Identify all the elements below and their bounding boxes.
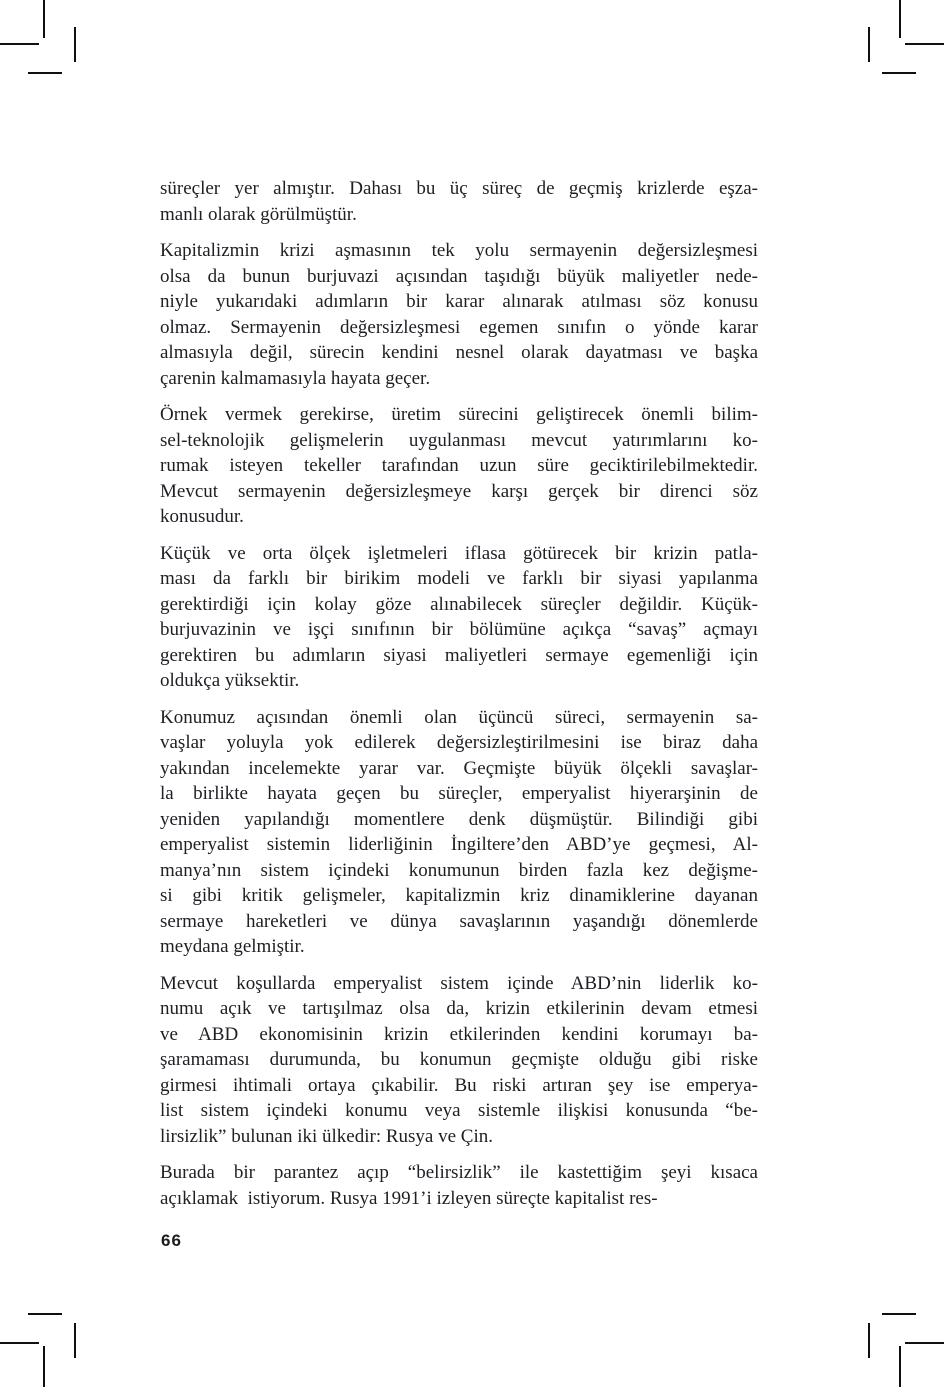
text-line: sel-teknolojik gelişmelerin uygulanması mevcut yatırımlarını ko- bbox=[160, 429, 758, 451]
crop-mark-vertical-outer bbox=[899, 1346, 901, 1387]
text-line: almasıyla değil, sürecin kendini nesnel olarak dayatması ve başka bbox=[160, 342, 758, 363]
paragraph bbox=[160, 971, 758, 1150]
crop-mark-horizontal-inner bbox=[882, 72, 916, 74]
page-number: 66 bbox=[161, 1231, 182, 1250]
text-line: numu açık ve tartışılmaz olsa da, krizin etkilerinin devam etmesi bbox=[160, 998, 758, 1019]
crop-mark-vertical-inner bbox=[868, 1323, 870, 1358]
text-line: la birlikte hayata geçen bu süreçler, emperyalist hiyerarşinin de bbox=[160, 783, 758, 804]
paragraph bbox=[160, 1160, 758, 1211]
crop-mark-vertical-inner bbox=[74, 1323, 76, 1358]
text-line: Mevcut koşullarda emperyalist sistem içinde ABD’nin liderlik ko- bbox=[160, 972, 758, 994]
paragraph bbox=[160, 541, 758, 694]
text-line: emperyalist sistemin liderliğinin İngiltere’den ABD’ye geçmesi, Al- bbox=[160, 834, 758, 855]
text-line: list sistem içindeki konumu veya sistemle ilişkisi konusunda “be- bbox=[160, 1100, 758, 1121]
text-line: yeniden yapılandığı momentlere denk düşmüştür. Bilindiği gibi bbox=[160, 808, 758, 830]
text-line: Kapitalizmin krizi aşmasının tek yolu sermayenin değersizleşmesi bbox=[160, 240, 758, 261]
text-line: olsa da bunun burjuvazi açısından taşıdığı büyük maliyetler nede- bbox=[160, 265, 758, 287]
crop-mark-vertical-outer bbox=[43, 1346, 45, 1387]
text-line: olmaz. Sermayenin değersizleşmesi egemen sınıfın o yönde karar bbox=[160, 316, 758, 338]
text-line: meydana gelmiştir. bbox=[160, 936, 305, 957]
paragraph bbox=[160, 705, 758, 960]
crop-mark-vertical-inner bbox=[868, 27, 870, 62]
crop-mark-horizontal-inner bbox=[882, 1313, 916, 1315]
text-line: Örnek vermek gerekirse, üretim sürecini geliştirecek önemli bilim- bbox=[160, 404, 758, 425]
crop-mark-vertical-outer bbox=[43, 0, 45, 38]
text-line: süreçler yer almıştır. Dahası bu üç süreç de geçmiş krizlerde eşza- bbox=[160, 178, 758, 199]
text-line: vaşlar yoluyla yok edilerek değersizleştirilmesini ise biraz daha bbox=[160, 732, 758, 753]
text-line: lirsizlik” bulunan iki ülkedir: Rusya ve Çin. bbox=[160, 1125, 493, 1147]
text-line: açıklamak istiyorum. Rusya 1991’i izleyen süreçte kapitalist res- bbox=[160, 1187, 658, 1209]
text-line: ve ABD ekonomisinin krizin etkilerinden kendini korumayı ba- bbox=[160, 1023, 758, 1045]
text-line: gerektirdiği için kolay göze alınabilecek süreçler değildir. Küçük- bbox=[160, 593, 758, 615]
crop-mark-horizontal-outer bbox=[0, 43, 39, 45]
text-line: si gibi kritik gelişmeler, kapitalizmin kriz dinamiklerine dayanan bbox=[160, 885, 758, 906]
text-line: rumak isteyen tekeller tarafından uzun süre geciktirilebilmektedir. bbox=[160, 455, 758, 476]
text-line: oldukça yüksektir. bbox=[160, 670, 300, 691]
text-line: gerektiren bu adımların siyasi maliyetleri sermaye egemenliği için bbox=[160, 644, 758, 666]
text-line: ması da farklı bir birikim modeli ve farklı bir siyasi yapılanma bbox=[160, 568, 758, 589]
text-line: çarenin kalmamasıyla hayata geçer. bbox=[160, 367, 431, 389]
text-line: niyle yukarıdaki adımların bir karar alınarak atılması söz konusu bbox=[160, 291, 758, 312]
body-text bbox=[160, 176, 758, 1211]
paragraph bbox=[160, 176, 758, 227]
crop-mark-vertical-inner bbox=[74, 27, 76, 62]
text-line: konusudur. bbox=[160, 506, 244, 527]
crop-mark-horizontal-inner bbox=[28, 1313, 62, 1315]
text-line: Burada bir parantez açıp “belirsizlik” ile kastettiğim şeyi kısaca bbox=[160, 1162, 758, 1183]
text-line: Mevcut sermayenin değersizleşmeye karşı gerçek bir direnci söz bbox=[160, 480, 758, 502]
crop-mark-horizontal-outer bbox=[905, 43, 944, 45]
text-line: burjuvazinin ve işçi sınıfının bir bölümüne açıkça “savaş” açmayı bbox=[160, 619, 758, 640]
crop-mark-horizontal-outer bbox=[0, 1342, 39, 1344]
text-line: manya’nın sistem içindeki konumunun birden fazla kez değişme- bbox=[160, 859, 758, 881]
text-line: Küçük ve orta ölçek işletmeleri iflasa götürecek bir krizin patla- bbox=[160, 542, 758, 564]
crop-mark-horizontal-inner bbox=[28, 72, 62, 74]
paragraph bbox=[160, 402, 758, 530]
text-line: Konumuz açısından önemli olan üçüncü süreci, sermayenin sa- bbox=[160, 706, 758, 728]
text-line: sermaye hareketleri ve dünya savaşlarının yaşandığı dönemlerde bbox=[160, 910, 758, 932]
crop-mark-vertical-outer bbox=[899, 0, 901, 38]
text-line: şaramaması durumunda, bu konumun geçmişte olduğu gibi riske bbox=[160, 1049, 758, 1070]
text-line: manlı olarak görülmüştür. bbox=[160, 203, 357, 225]
paragraph bbox=[160, 238, 758, 391]
text-line: yakından incelemekte yarar var. Geçmişte büyük ölçekli savaşlar- bbox=[160, 757, 758, 779]
crop-mark-horizontal-outer bbox=[905, 1342, 944, 1344]
text-line: girmesi ihtimali ortaya çıkabilir. Bu riski artıran şey ise emperya- bbox=[160, 1074, 758, 1096]
